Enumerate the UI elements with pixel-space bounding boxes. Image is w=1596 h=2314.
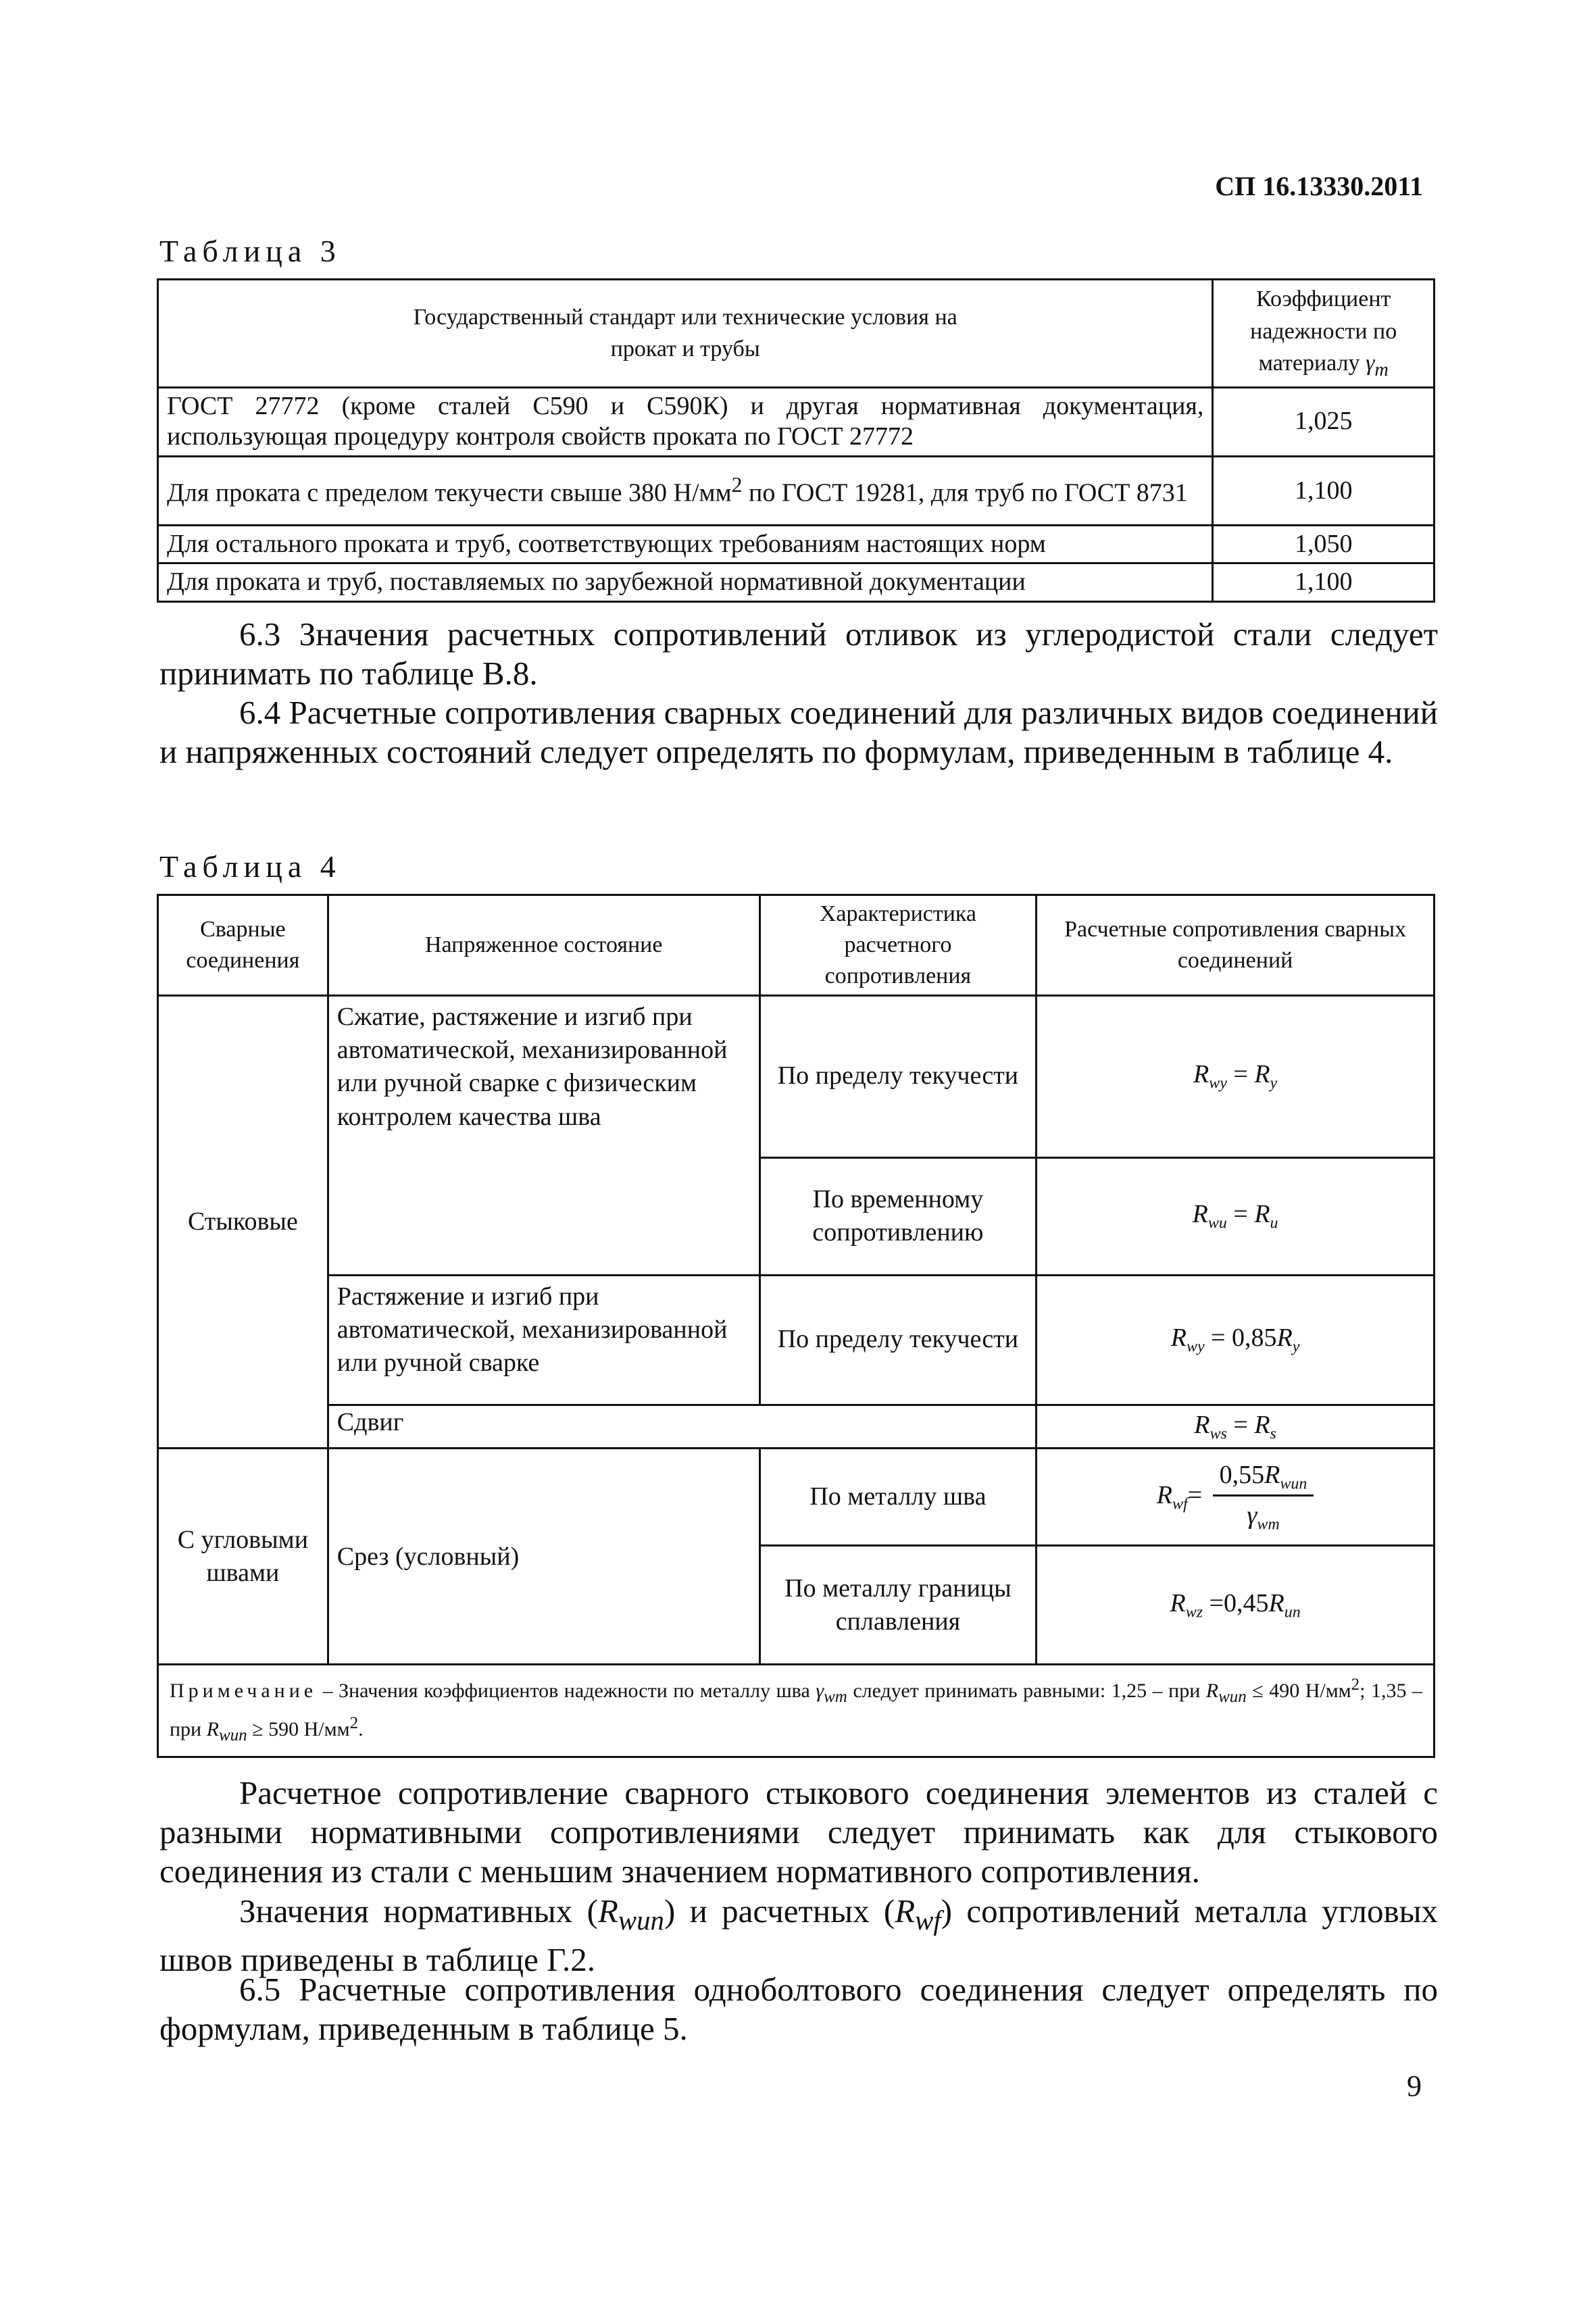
paragraph-6-5 (159, 1970, 1438, 2048)
formula-subscript: wm (1257, 1516, 1280, 1534)
paragraph-6-5-text: 6.5 Расчетные сопротивления одноболтового соединения следует определять по формулам, приведенным в таблице 5. (159, 1971, 1438, 2047)
formula-subscript: wz (1185, 1603, 1203, 1621)
formula (1170, 1589, 1301, 1621)
gamma-subscript: wm (824, 1688, 847, 1707)
formula-operator: = (1226, 1410, 1255, 1439)
table3-cell-value: 1,025 (1213, 387, 1435, 456)
formula-symbol: R (1156, 1480, 1173, 1509)
table3-header-coefficient (1213, 280, 1435, 388)
formula-subscript: wy (1186, 1338, 1205, 1356)
table4-note (158, 1665, 1435, 1757)
table3-cell-text: Для проката и труб, поставляемых по зарубежной нормативной документации (158, 563, 1213, 602)
table4-char-yield-2: По пределу текучести (759, 1275, 1037, 1405)
table4-stress-cut: Срез (условный) (328, 1449, 759, 1665)
table-row (158, 387, 1435, 456)
table3-cell-text: Для остального проката и труб, соответствующих требованиям настоящих норм (158, 525, 1213, 563)
table4-butt-joints: Стыковые (158, 995, 328, 1449)
formula-symbol: R (1170, 1589, 1186, 1618)
superscript: 2 (349, 1714, 359, 1733)
table4 (157, 894, 1435, 1758)
note-text: следует принимать равными: 1,25 – при (847, 1680, 1206, 1703)
table4-fillet-joints: С угловыми швами (158, 1449, 328, 1665)
note-text: ; 1,35 – при (170, 1680, 1422, 1741)
table3-header-coef-line3 (1222, 347, 1425, 383)
table-row (158, 563, 1435, 602)
paragraph-6-4-text: 6.4 Расчетные сопротивления сварных соединений для различных видов соединений и напряженных состояний следует определять по формулам, приведенным в таблице 4. (159, 694, 1438, 770)
table3 (157, 278, 1435, 603)
formula-subscript: wy (1209, 1074, 1227, 1092)
table3-cell-value: 1,050 (1213, 525, 1435, 563)
table4-char-yield: По пределу текучести (759, 995, 1037, 1157)
note-label: Примечание (170, 1680, 318, 1703)
formula-subscript: wf (1172, 1495, 1188, 1513)
table3-header-standard-text: Государственный стандарт или технические условия на прокат и трубы (413, 304, 957, 362)
table4-formula-rwz (1037, 1546, 1435, 1665)
formula-symbol: R (597, 1892, 618, 1930)
table-row (158, 1405, 1435, 1449)
formula-symbol: R (1194, 1410, 1210, 1439)
formula-subscript: un (1284, 1603, 1301, 1621)
formula-subscript: wun (618, 1905, 664, 1936)
table3-cell-text (158, 456, 1213, 525)
table-row (158, 525, 1435, 563)
paragraph-6-3 (159, 615, 1438, 693)
formula (1156, 1460, 1314, 1534)
formula (1194, 1410, 1276, 1443)
table4-header-stress: Напряженное состояние (328, 895, 759, 996)
formula-operator: = (1226, 1200, 1255, 1229)
table4-stress-tension: Растяжение и изгиб при автоматической, механизированной или ручной сварке (328, 1275, 759, 1405)
formula-symbol: R (1170, 1324, 1187, 1353)
formula-subscript: wu (1207, 1214, 1227, 1232)
note-text: – Значения коэффициентов надежности по металлу шва (317, 1680, 816, 1703)
note-text: ≤ 490 Н/мм (1246, 1680, 1351, 1703)
table3-header-row (158, 280, 1435, 388)
formula-subscript: wf (915, 1905, 941, 1936)
page-number: 9 (1407, 2069, 1422, 2103)
formula-subscript: u (1270, 1214, 1278, 1232)
note-text: ≥ 590 Н/мм (247, 1718, 350, 1741)
table-row (158, 456, 1435, 525)
table-row (158, 1449, 1435, 1546)
superscript: 2 (731, 473, 743, 497)
table-row (158, 995, 1435, 1157)
paragraph-text: ) и расчетных ( (664, 1892, 895, 1930)
table4-formula-rwy (1037, 995, 1435, 1157)
formula-symbol: R (1268, 1589, 1285, 1618)
formula-operator: = (1226, 1060, 1255, 1089)
table3-cell-text-b: по ГОСТ 19281, для труб по ГОСТ 8731 (742, 478, 1188, 507)
table3-header-coef-line1: Коэффициент (1256, 286, 1391, 311)
formula (1193, 1060, 1278, 1092)
table4-char-fusion: По металлу границы сплавления (759, 1546, 1037, 1665)
table4-formula-rwu (1037, 1157, 1435, 1275)
formula-coefficient: 0,55 (1219, 1460, 1265, 1489)
table4-header-characteristic: Характеристика расчетного сопротивления (759, 895, 1037, 996)
paragraph-6-3-text: 6.3 Значения расчетных сопротивлений отливок из углеродистой стали следует принимать по таблице В.8. (159, 615, 1438, 692)
formula-symbol: R (895, 1892, 916, 1930)
formula-symbol: R (1276, 1324, 1293, 1353)
formula-symbol: R (1193, 1060, 1210, 1089)
formula-symbol: R (1264, 1460, 1280, 1489)
formula-operator: = 0,85 (1204, 1324, 1277, 1353)
table3-cell-value: 1,100 (1213, 456, 1435, 525)
formula-operator: =0,45 (1203, 1589, 1269, 1618)
formula-subscript: wun (1280, 1475, 1307, 1493)
gamma-subscript: m (1374, 359, 1389, 380)
formula-symbol: R (1254, 1200, 1270, 1229)
table4-note-row (158, 1665, 1435, 1757)
document-code: СП 16.13330.2011 (1215, 171, 1423, 201)
superscript: 2 (1351, 1676, 1360, 1694)
formula (1192, 1200, 1278, 1232)
table4-header-resistance: Расчетные сопротивления сварных соединений (1037, 895, 1435, 996)
table4-formula-rwy-085 (1037, 1275, 1435, 1405)
paragraph-butt-joint (159, 1774, 1438, 1891)
fraction-denominator (1247, 1496, 1279, 1536)
table-row (158, 1275, 1435, 1405)
formula (1170, 1324, 1300, 1356)
table4-char-weld-metal: По металлу шва (759, 1449, 1037, 1546)
table4-stress-shear: Сдвиг (328, 1405, 1036, 1449)
formula-subscript: y (1270, 1074, 1278, 1092)
formula-symbol: R (1205, 1680, 1219, 1703)
formula-fraction (1213, 1459, 1314, 1536)
table4-char-ultimate: По временному сопротивлению (759, 1157, 1037, 1275)
table4-caption: Таблица 4 (159, 849, 341, 884)
table3-cell-value: 1,100 (1213, 563, 1435, 602)
note-text: . (358, 1718, 364, 1741)
table4-header-joints: Сварные соединения (158, 895, 328, 996)
formula-symbol: R (1254, 1060, 1270, 1089)
paragraph-text: Значения нормативных ( (239, 1892, 598, 1930)
formula-symbol: R (1192, 1200, 1208, 1229)
table4-formula-rws (1037, 1405, 1435, 1449)
formula-subscript: s (1270, 1425, 1276, 1443)
table3-header-coef-line2: надежности по (1250, 318, 1397, 344)
fraction-numerator (1213, 1459, 1314, 1497)
paragraph-fillet-values (159, 1892, 1438, 1980)
formula-symbol: R (1254, 1410, 1270, 1439)
table3-cell-text: ГОСТ 27772 (кроме сталей С590 и С590К) и другая нормативная документация, использующая процедуру контроля свойств проката по ГОСТ 27772 (158, 387, 1213, 456)
formula-symbol: R (206, 1718, 219, 1741)
formula-subscript: wun (218, 1726, 247, 1745)
formula-subscript: ws (1210, 1425, 1227, 1443)
paragraph-butt-joint-text: Расчетное сопротивление сварного стыкового соединения элементов из сталей с разными нормативными сопротивлениями следует принимать как для стыкового соединения из стали с меньшим значением нормативного сопротивления. (159, 1774, 1438, 1890)
gamma-symbol: γ (816, 1680, 824, 1703)
table4-header-row (158, 895, 1435, 996)
table4-stress-compression: Сжатие, растяжение и изгиб при автоматической, механизированной или ручной сварке с физическим контролем качества шва (328, 995, 759, 1275)
table3-caption: Таблица 3 (159, 234, 341, 268)
gamma-symbol: γ (1366, 351, 1375, 376)
table4-formula-rwf (1037, 1449, 1435, 1546)
formula-symbol: γ (1247, 1501, 1257, 1530)
table3-cell-text-a: Для проката с пределом текучести свыше 380 Н/мм (167, 478, 732, 507)
formula-operator: = (1187, 1480, 1209, 1509)
table3-header-standard (158, 280, 1213, 388)
paragraph-6-4 (159, 693, 1438, 772)
formula-subscript: y (1292, 1338, 1300, 1356)
paragraph-text: ) сопротивлений металла угловых швов приведены в таблице Г.2. (159, 1892, 1439, 1978)
formula-subscript: wun (1218, 1688, 1247, 1707)
table3-header-coef-word: материалу (1258, 351, 1360, 376)
